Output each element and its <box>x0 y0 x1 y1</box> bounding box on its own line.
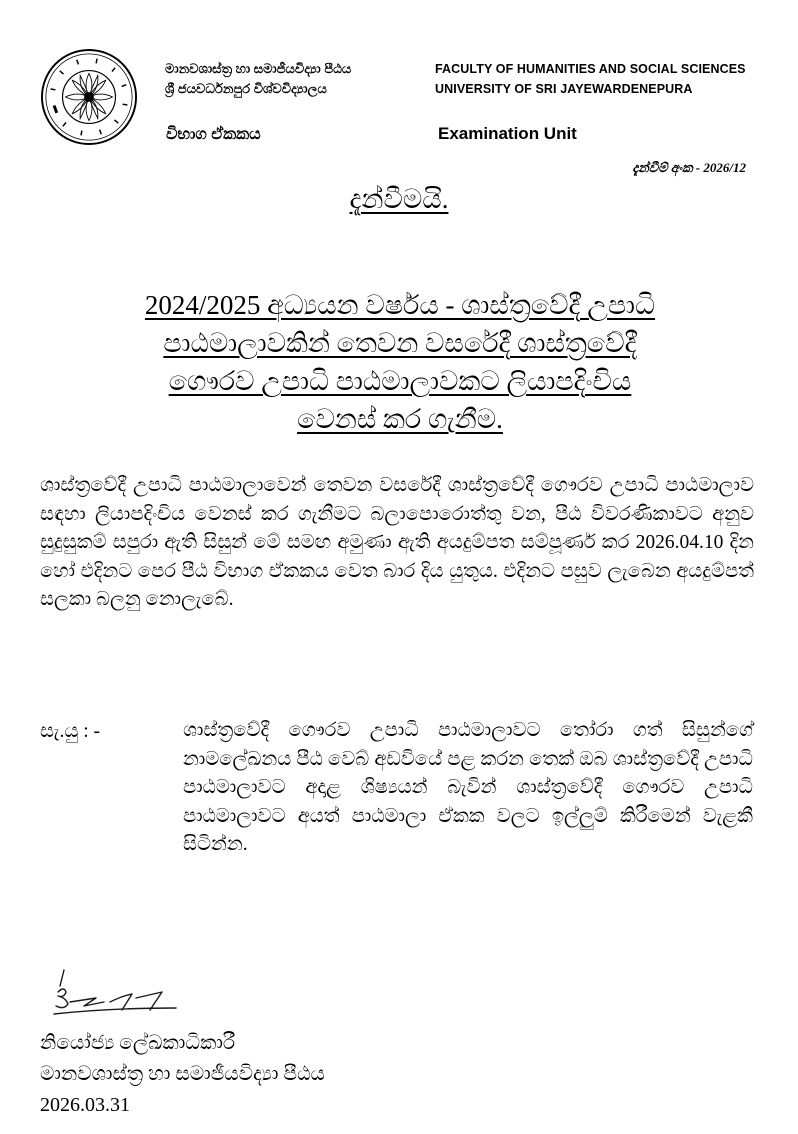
university-name-sinhala: ශ්‍රී ජයවර්ධනපුර විශ්වවිද්‍යාලය <box>165 81 327 96</box>
subject-line: 2024/2025 අධ්‍යයන වර්ෂය - ශාස්ත්‍රවේදී උපාධි <box>144 290 656 320</box>
signatory-title: නියෝජ්‍ය ලේඛකාධිකාරී <box>40 1032 236 1054</box>
notice-title <box>0 184 798 216</box>
note-label: සැ.යු : - <box>40 721 101 742</box>
subject-line: ගෞරව උපාධි පාඨමාලාවකට ලියාපදිංචිය <box>168 366 632 396</box>
faculty-name-sinhala: මානවශාස්ත්‍ර හා සමාජීයවිද්‍යා පීඨය <box>165 61 352 76</box>
subject-line: වෙනස් කර ගැනීම. <box>297 404 503 434</box>
body-paragraph: ශාස්ත්‍රවේදී උපාධි පාඨමාලාවෙන් තෙවන වසරේදී ශාස්ත්‍රවේදී ගෞරව උපාධි පාඨමාලාව සඳහා ලියාපදිංචිය වෙනස් කර ගැනීමට බලාපොරොත්තු වන, පීඨ විවරණිකාවට අනුව සුදුසුකම් සපුරා ඇති සිසුන් මේ සමඟ අමුණා ඇති අයදුම්පත සම්පූර්ණ කර 2026.04.10 දින හෝ එදිනට පෙර පීඨ විභාග ඒකකය වෙත බාර දිය යුතුය. එදිනට පසුව ලැබෙන අයදුම්පත් සලකා බලනු නොලැබේ. <box>40 475 754 610</box>
subject-heading <box>50 286 750 438</box>
handwritten-signature <box>50 968 190 1028</box>
university-seal-icon <box>40 48 138 146</box>
reference-number: දැන්වීම් අංක - 2026/12 <box>632 160 746 175</box>
university-name-english: UNIVERSITY OF SRI JAYEWARDENEPURA <box>435 82 693 96</box>
signatory-faculty: මානවශාස්ත්‍ර හා සමාජීයවිද්‍යා පීඨය <box>40 1063 325 1085</box>
faculty-name-english: FACULTY OF HUMANITIES AND SOCIAL SCIENCES <box>435 62 746 76</box>
notice-title-text: දැන්වීමයි. <box>349 184 449 214</box>
note-text: ශාස්ත්‍රවේදී ගෞරව උපාධි පාඨමාලාවට තෝරා ගත් සිසුන්ගේ නාමලේඛනය පීඨ වෙබ් අඩවියේ පළ කරන තෙක් ඔබ ශාස්ත්‍රවේදී උපාධි පාඨමාලාවට අදාළ ශිෂ්‍යයන් බැවින් ශාස්ත්‍රවේදී ගෞරව උපාධි පාඨමාලාවට අයත් පාඨමාලා ඒකක වලට ඉල්ලුම් කිරීමෙන් වැළකී සිටින්න. <box>183 720 753 855</box>
unit-name-english: Examination Unit <box>438 124 577 143</box>
signatory-date: 2026.03.31 <box>40 1094 130 1116</box>
unit-name-sinhala: විභාග ඒකකය <box>166 126 261 143</box>
subject-line: පාඨමාලාවකින් තෙවන වසරේදී ශාස්ත්‍රවේදී <box>163 328 637 358</box>
